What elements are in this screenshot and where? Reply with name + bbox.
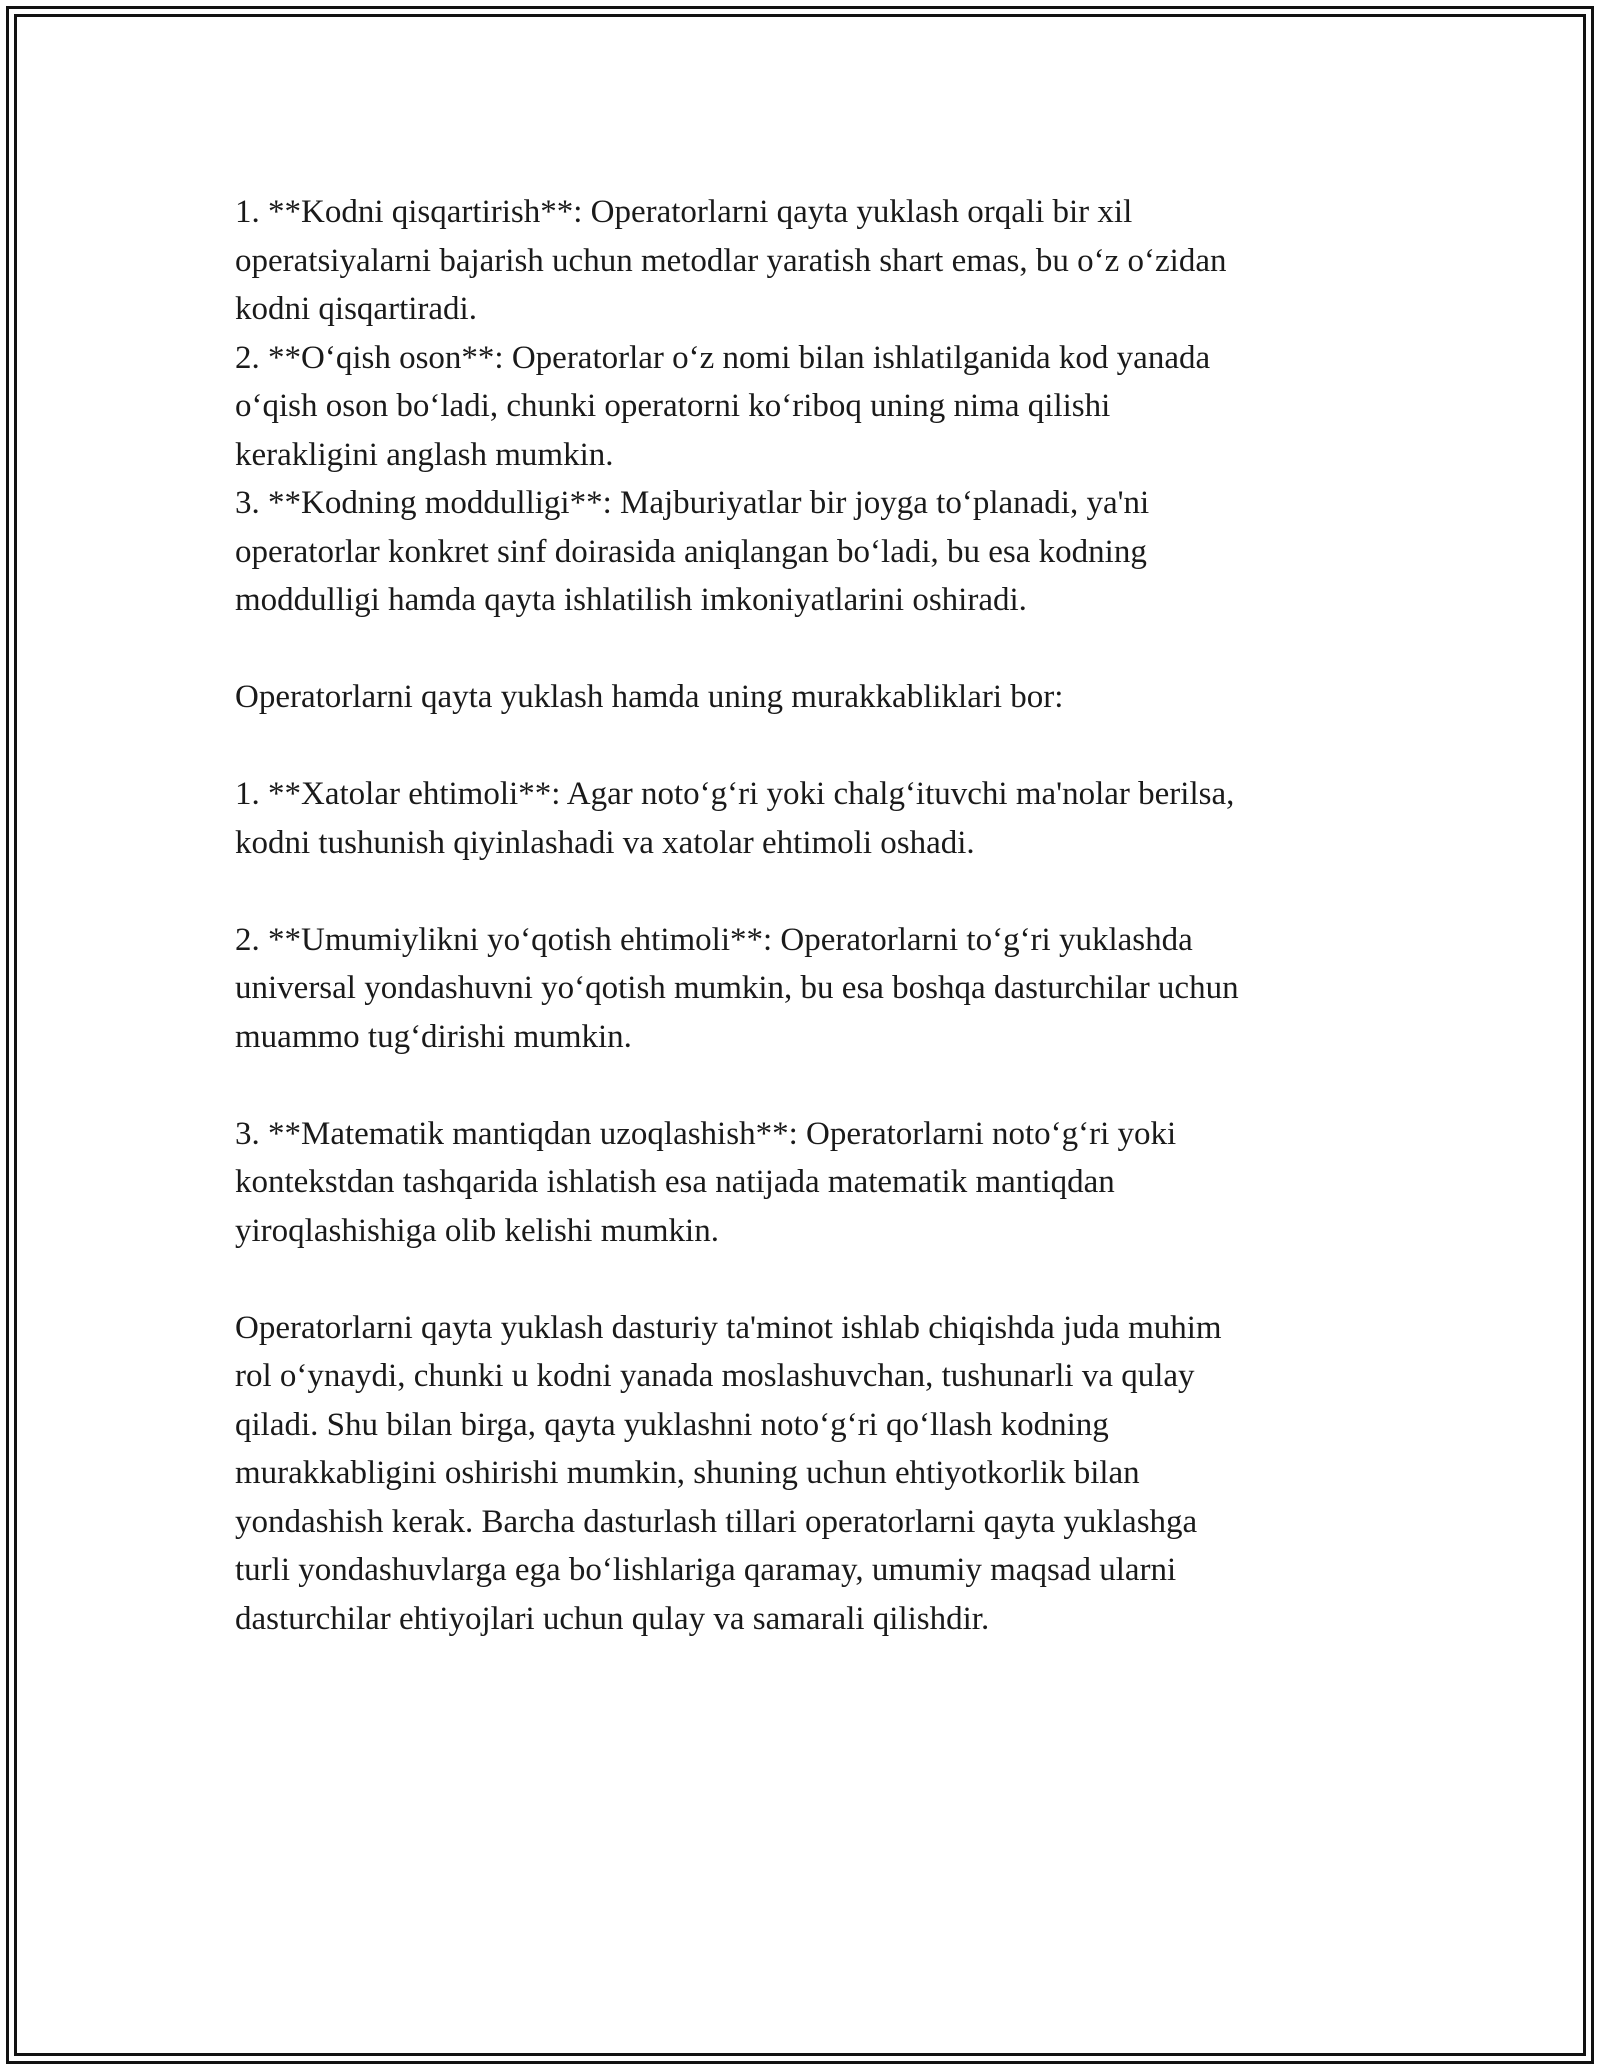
- paragraph-gap: [235, 1061, 1375, 1110]
- text-line: kerakligini anglash mumkin.: [235, 436, 614, 473]
- text-line: 2. **Umumiylikni yo‘qotish ehtimoli**: Operatorlarni to‘g‘ri yuklashda: [235, 921, 1193, 958]
- text-line: rol o‘ynaydi, chunki u kodni yanada moslashuvchan, tushunarli va qulay: [235, 1358, 1195, 1394]
- complexity-item-2: [235, 916, 1375, 1062]
- complexities-intro: [235, 673, 1375, 722]
- text-line: 3. **Kodning moddulligi**: Majburiyatlar bir joyga to‘planadi, ya'ni: [235, 485, 1150, 521]
- document-body: [235, 188, 1375, 1643]
- paragraph-gap: [235, 867, 1375, 916]
- text-line: 1. **Xatolar ehtimoli**: Agar noto‘g‘ri yoki chalg‘ituvchi ma'nolar berilsa,: [235, 776, 1235, 812]
- text-line: 1. **Kodni qisqartirish**: Operatorlarni qayta yuklash orqali bir xil: [235, 194, 1133, 230]
- text-line: kodni qisqartiradi.: [235, 291, 477, 327]
- text-line: 2. **O‘qish oson**: Operatorlar o‘z nomi bilan ishlatilganida kod yanada: [235, 339, 1211, 376]
- text-line: 3. **Matematik mantiqdan uzoqlashish**: Operatorlarni noto‘g‘ri yoki: [235, 1115, 1177, 1152]
- complexity-item-1: [235, 770, 1375, 867]
- text-line: kodni tushunish qiyinlashadi va xatolar ehtimoli oshadi.: [235, 824, 975, 861]
- text-line: qiladi. Shu bilan birga, qayta yuklashni noto‘g‘ri qo‘llash kodning: [235, 1406, 1109, 1443]
- paragraph-gap: [235, 625, 1375, 674]
- text-line: yondashish kerak. Barcha dasturlash tillari operatorlarni qayta yuklashga: [235, 1503, 1198, 1540]
- text-line: o‘qish oson bo‘ladi, chunki operatorni ko‘riboq uning nima qilishi: [235, 388, 1111, 424]
- text-line: muammo tug‘dirishi mumkin.: [235, 1018, 632, 1055]
- text-line: yiroqlashishiga olib kelishi mumkin.: [235, 1212, 719, 1249]
- text-line: operatorlar konkret sinf doirasida aniqlangan bo‘ladi, bu esa kodning: [235, 533, 1147, 570]
- text-line: Operatorlarni qayta yuklash dasturiy ta'minot ishlab chiqishda juda muhim: [235, 1309, 1222, 1346]
- text-line: murakkabligini oshirishi mumkin, shuning uchun ehtiyotkorlik bilan: [235, 1455, 1140, 1491]
- paragraph-gap: [235, 1255, 1375, 1304]
- text-line: Operatorlarni qayta yuklash hamda uning murakkabliklari bor:: [235, 679, 1064, 715]
- text-line: universal yondashuvni yo‘qotish mumkin, bu esa boshqa dasturchilar uchun: [235, 970, 1239, 1006]
- text-line: kontekstdan tashqarida ishlatish esa natijada matematik mantiqdan: [235, 1164, 1115, 1200]
- complexity-item-3: [235, 1110, 1375, 1256]
- text-line: turli yondashuvlarga ega bo‘lishlariga qaramay, umumiy maqsad ularni: [235, 1552, 1177, 1588]
- advantages-list: [235, 188, 1375, 625]
- text-line: moddulligi hamda qayta ishlatilish imkoniyatlarini oshiradi.: [235, 582, 1027, 618]
- conclusion-paragraph: [235, 1304, 1375, 1644]
- text-line: dasturchilar ehtiyojlari uchun qulay va samarali qilishdir.: [235, 1600, 990, 1637]
- text-line: operatsiyalarni bajarish uchun metodlar yaratish shart emas, bu o‘z o‘zidan: [235, 242, 1227, 279]
- paragraph-gap: [235, 722, 1375, 771]
